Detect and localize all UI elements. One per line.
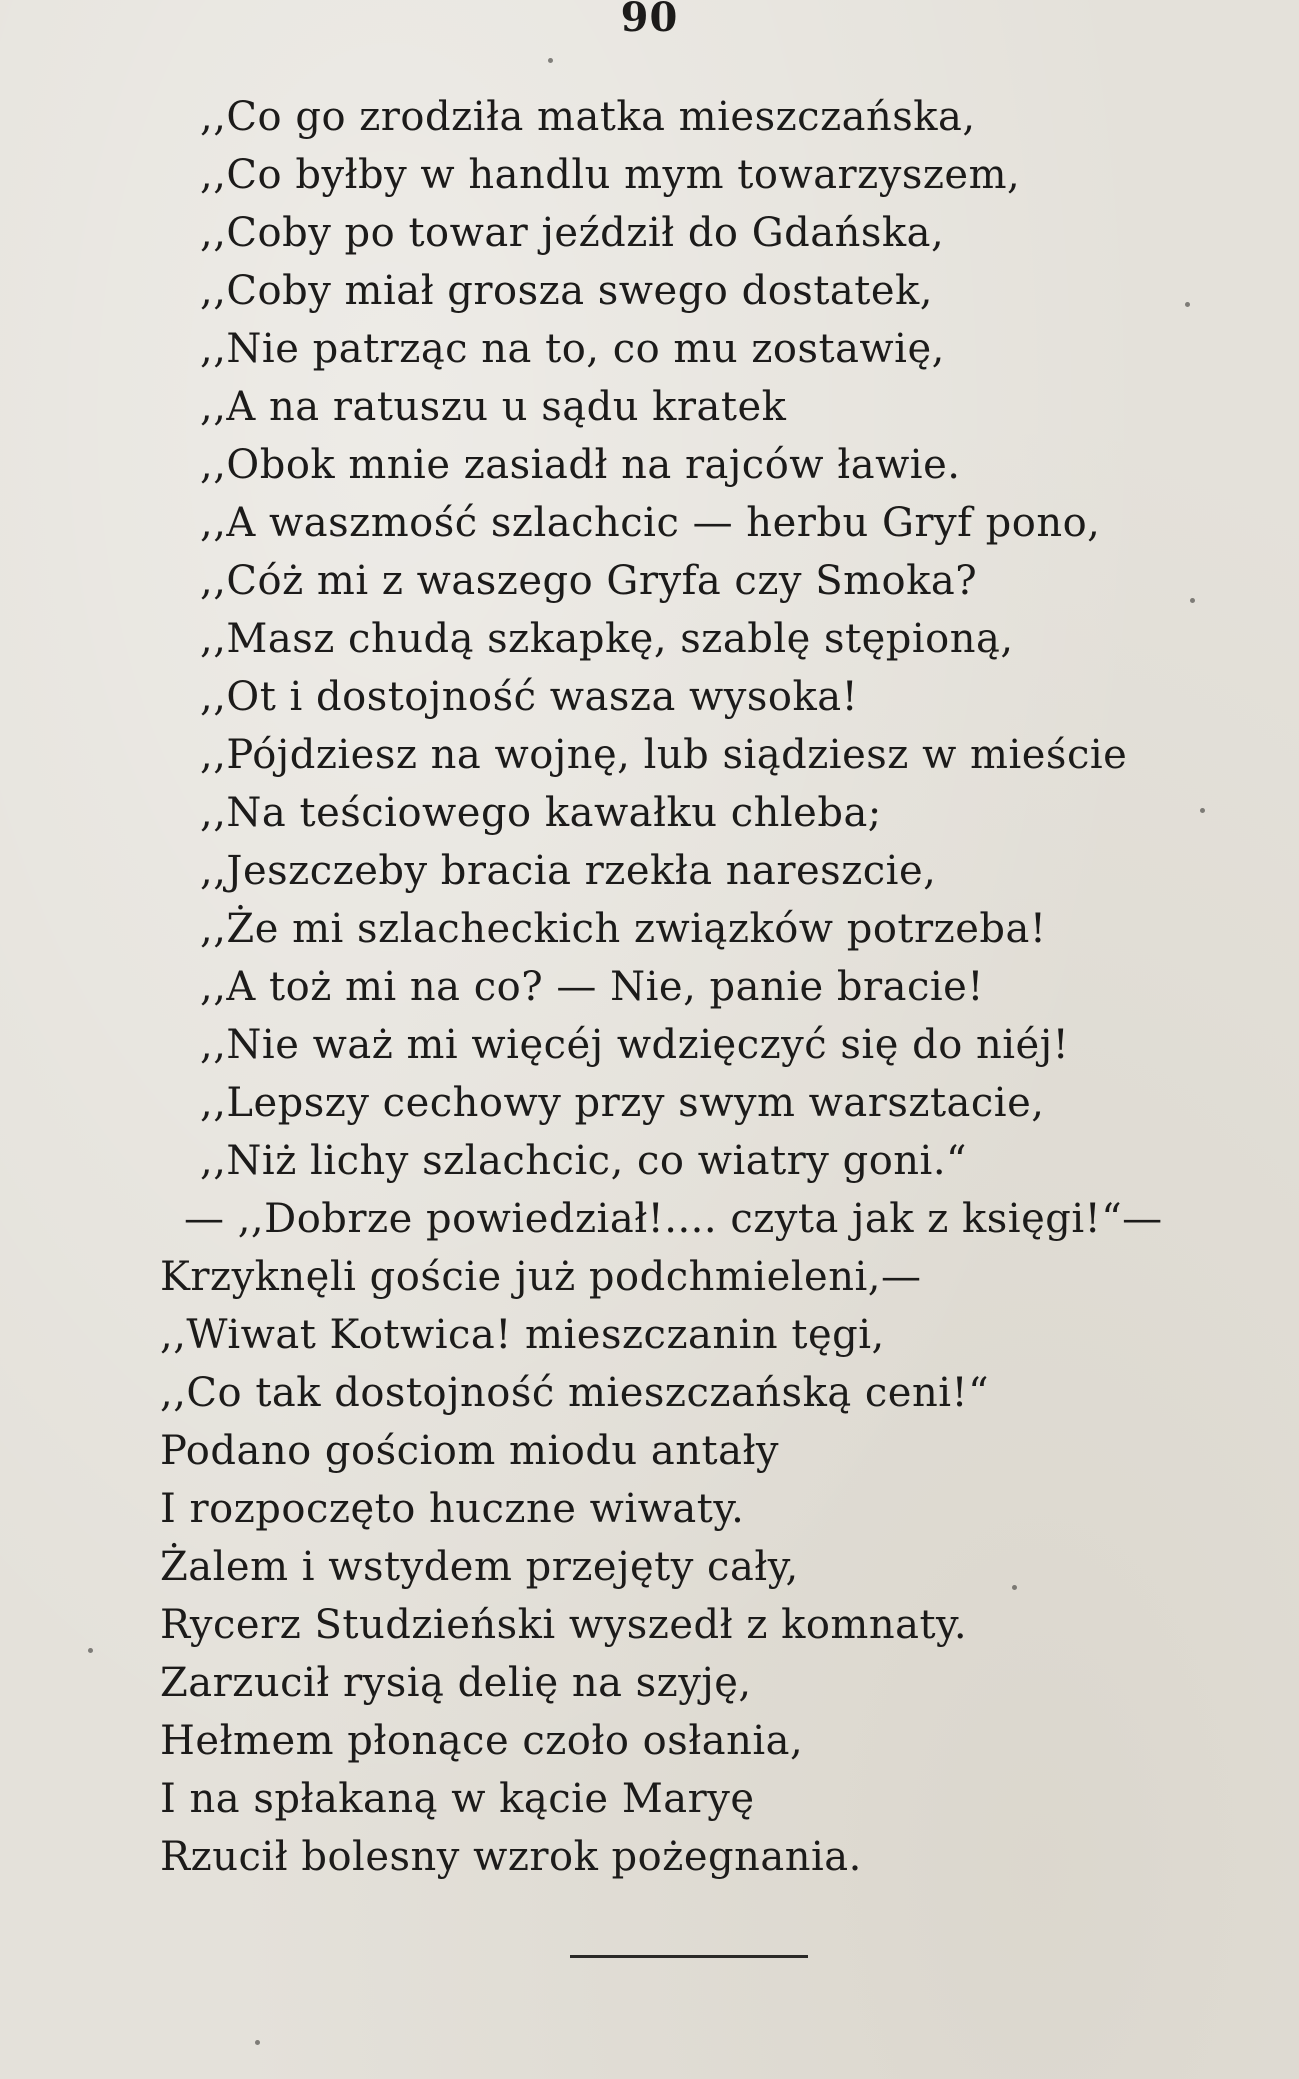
- poem-line: ,,Lepszy cechowy przy swym warsztacie,: [200, 1080, 1045, 1126]
- end-rule: [570, 1955, 808, 1958]
- poem-line: Krzyknęli goście już podchmieleni,—: [160, 1254, 922, 1300]
- poem-text: [160, 88, 1280, 1886]
- paper-speck: [548, 58, 553, 63]
- page-number: 90: [620, 0, 679, 41]
- paper-speck: [1012, 1585, 1017, 1590]
- poem-line: I na spłakaną w kącie Maryę: [160, 1776, 755, 1822]
- paper-speck: [1185, 302, 1190, 307]
- poem-line: ,,Ot i dostojność wasza wysoka!: [200, 674, 859, 720]
- poem-line: ,,Co byłby w handlu mym towarzyszem,: [200, 152, 1021, 198]
- poem-line: ,,A waszmość szlachcic — herbu Gryf pono,: [200, 500, 1101, 546]
- poem-line: Podano gościom miodu antały: [160, 1428, 780, 1474]
- poem-line: — ,,Dobrze powiedział!.... czyta jak z księgi!“—: [184, 1196, 1163, 1242]
- poem-line: Rycerz Studzieński wyszedł z komnaty.: [160, 1602, 968, 1648]
- poem-line: ,,Wiwat Kotwica! mieszczanin tęgi,: [160, 1312, 885, 1358]
- paper-speck: [255, 2040, 260, 2045]
- paper-speck: [1200, 808, 1205, 813]
- poem-line: ,,A na ratuszu u sądu kratek: [200, 384, 787, 430]
- paper-speck: [88, 1648, 93, 1653]
- poem-line: ,,Co tak dostojność mieszczańską ceni!“: [160, 1370, 990, 1416]
- poem-line: ,,A toż mi na co? — Nie, panie bracie!: [200, 964, 984, 1010]
- poem-line: Żalem i wstydem przejęty cały,: [160, 1544, 799, 1590]
- poem-line: ,,Nie waż mi więcéj wdzięczyć się do niéj!: [200, 1022, 1070, 1068]
- poem-line: ,,Masz chudą szkapkę, szablę stępioną,: [200, 616, 1014, 662]
- poem-line: ,,Jeszczeby bracia rzekła nareszcie,: [200, 848, 937, 894]
- poem-line: ,,Obok mnie zasiadł na rajców ławie.: [200, 442, 961, 488]
- poem-line: ,,Nie patrząc na to, co mu zostawię,: [200, 326, 945, 372]
- poem-line: ,,Że mi szlacheckich związków potrzeba!: [200, 906, 1047, 952]
- poem-line: Rzucił bolesny wzrok pożegnania.: [160, 1834, 862, 1880]
- poem-line: ,,Niż lichy szlachcic, co wiatry goni.“: [200, 1138, 967, 1184]
- poem-line: ,,Coby po towar jeździł do Gdańska,: [200, 210, 945, 256]
- poem-line: ,,Na teściowego kawałku chleba;: [200, 790, 882, 836]
- poem-line: Zarzucił rysią delię na szyję,: [160, 1660, 752, 1706]
- poem-line: ,,Pójdziesz na wojnę, lub siądziesz w mieście: [200, 732, 1128, 778]
- poem-line: ,,Cóż mi z waszego Gryfa czy Smoka?: [200, 558, 978, 604]
- poem-line: ,,Coby miał grosza swego dostatek,: [200, 268, 933, 314]
- poem-line: Hełmem płonące czoło osłania,: [160, 1718, 804, 1764]
- poem-line: ,,Co go zrodziła matka mieszczańska,: [200, 94, 976, 140]
- paper-speck: [1190, 598, 1195, 603]
- poem-line: I rozpoczęto huczne wiwaty.: [160, 1486, 745, 1532]
